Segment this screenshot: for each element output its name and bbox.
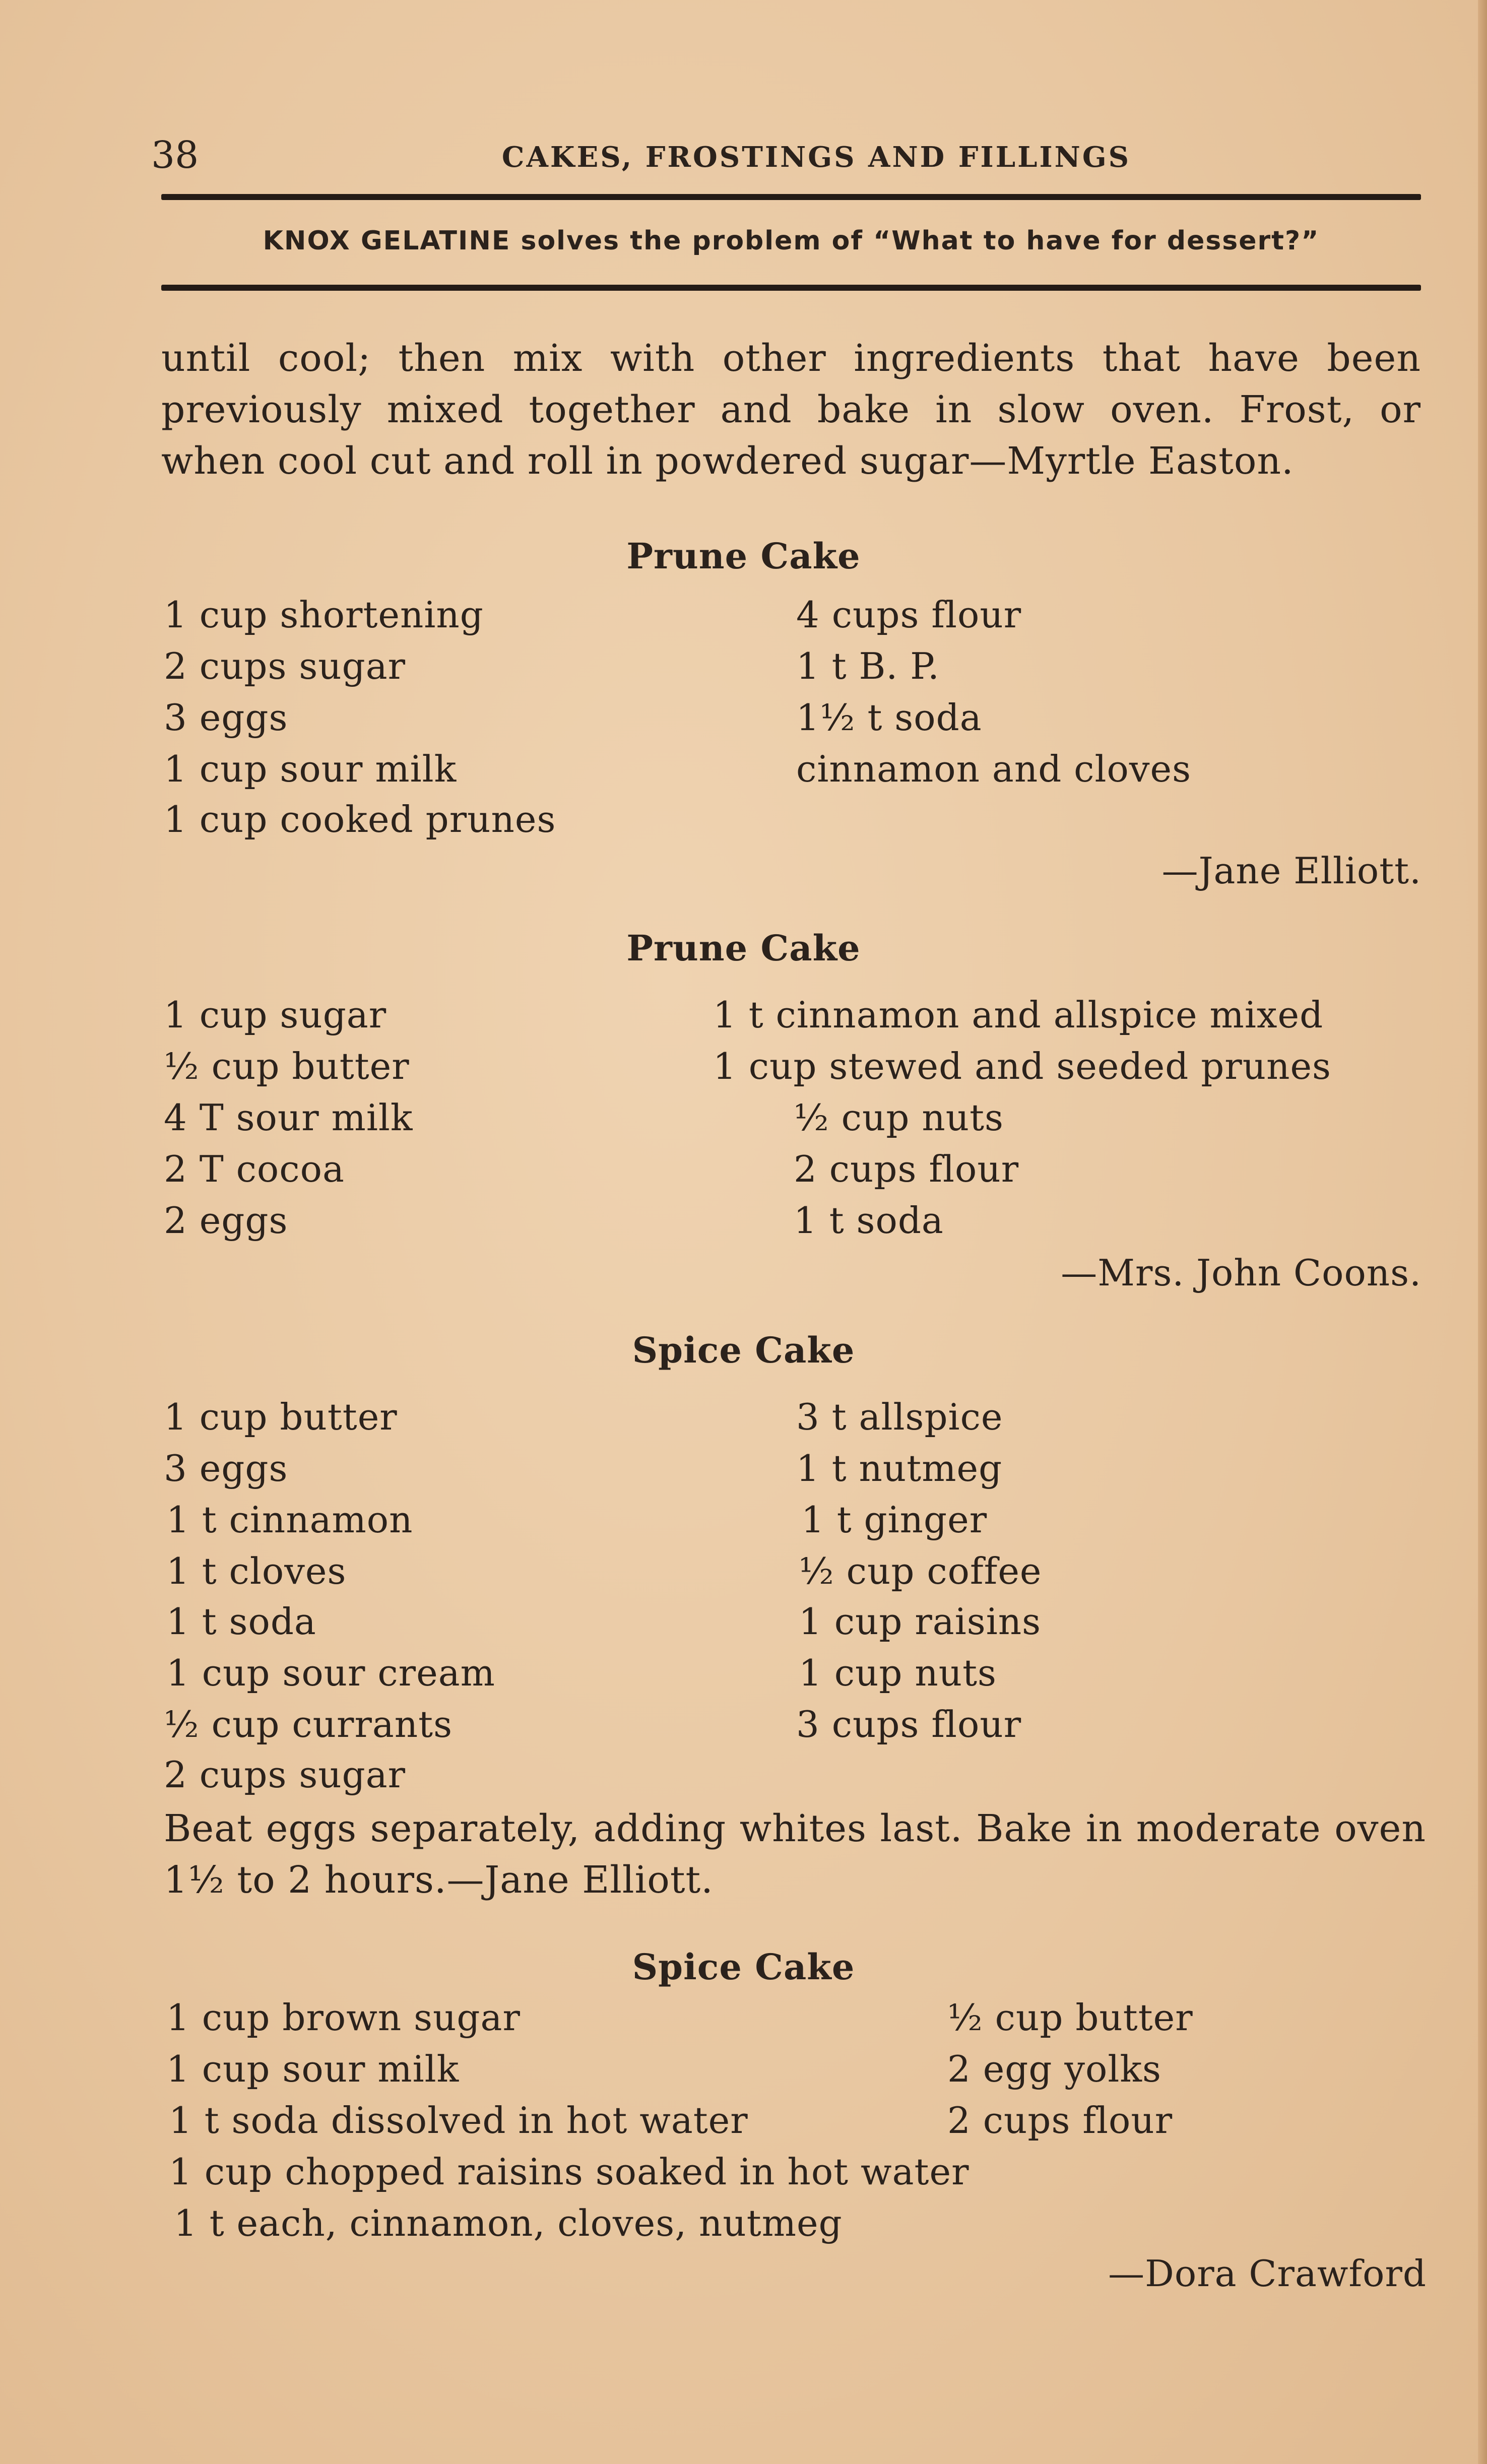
- recipe-note: Beat eggs separately, adding whites last. Bake in moderate oven 1½ to 2 hours.—Jane Elliott.: [164, 1807, 1426, 1902]
- running-head: CAKES, FROSTINGS AND FILLINGS: [501, 141, 1131, 174]
- ingredient: 1 t soda dissolved in hot water: [169, 2099, 748, 2142]
- recipe-title: Spice Cake: [632, 1946, 855, 1988]
- ingredient: 1 t soda: [166, 1600, 316, 1643]
- ingredient: 1 t each, cinnamon, cloves, nutmeg: [174, 2202, 843, 2244]
- ingredient: 1 cup sour cream: [166, 1652, 495, 1694]
- knox-tagline: KNOX GELATINE solves the problem of “What to have for dessert?”: [263, 226, 1320, 256]
- ingredient: 1 cup sour milk: [166, 2048, 460, 2090]
- ingredient: 1 cup sugar: [164, 994, 387, 1036]
- ingredient: 4 cups flour: [796, 594, 1022, 636]
- ingredient: 1 t B. P.: [796, 645, 940, 687]
- ingredient: 3 t allspice: [796, 1396, 1003, 1438]
- ingredient: 3 eggs: [164, 696, 288, 739]
- ingredient: ½ cup butter: [947, 1996, 1193, 2039]
- ingredient: 1½ t soda: [796, 696, 982, 739]
- ingredient: 1 cup shortening: [164, 594, 484, 636]
- ingredient: 2 eggs: [164, 1199, 288, 1242]
- page-edge: [1478, 0, 1487, 2464]
- ingredient: 1 t cloves: [166, 1550, 347, 1592]
- ingredient: 3 eggs: [164, 1447, 288, 1489]
- ingredient: ½ cup coffee: [799, 1550, 1042, 1592]
- ingredient: 1 cup brown sugar: [166, 1996, 521, 2039]
- ingredient: 4 T sour milk: [164, 1096, 413, 1139]
- recipe-credit: —Jane Elliott.: [1161, 850, 1421, 892]
- recipe-credit: —Mrs. John Coons.: [1061, 1252, 1421, 1294]
- recipe-credit: —Dora Crawford: [1108, 2252, 1427, 2295]
- recipe-title: Spice Cake: [632, 1329, 855, 1371]
- ingredient: 1 t ginger: [801, 1499, 988, 1541]
- ingredient: 2 cups sugar: [164, 1754, 406, 1796]
- ingredient: 1 t soda: [794, 1199, 944, 1242]
- ingredient: 1 cup raisins: [799, 1600, 1042, 1643]
- ingredient: 1 cup cooked prunes: [164, 798, 556, 840]
- ingredient: ½ cup currants: [164, 1703, 453, 1745]
- ingredient: 1 t cinnamon and allspice mixed: [713, 994, 1324, 1036]
- ingredient: cinnamon and cloves: [796, 748, 1192, 790]
- header-rule-bottom: [161, 285, 1421, 291]
- page-number: 38: [151, 134, 199, 177]
- ingredient: 2 cups flour: [794, 1148, 1019, 1190]
- ingredient: 1 t cinnamon: [166, 1499, 413, 1541]
- ingredient: 2 cups flour: [947, 2099, 1173, 2142]
- header-rule-top: [161, 194, 1421, 200]
- ingredient: 3 cups flour: [796, 1703, 1022, 1745]
- ingredient: 2 cups sugar: [164, 645, 406, 687]
- ingredient: 1 t nutmeg: [796, 1447, 1003, 1489]
- ingredient: 2 egg yolks: [947, 2048, 1161, 2090]
- ingredient: 1 cup chopped raisins soaked in hot water: [169, 2151, 969, 2193]
- ingredient: ½ cup nuts: [794, 1096, 1004, 1139]
- ingredient: 1 cup sour milk: [164, 748, 457, 790]
- ingredient: 1 cup nuts: [799, 1652, 997, 1694]
- page-header: [151, 134, 1421, 177]
- recipe-title: Prune Cake: [626, 927, 861, 969]
- ingredient: 1 cup stewed and seeded prunes: [713, 1045, 1331, 1087]
- ingredient: 2 T cocoa: [164, 1148, 345, 1190]
- recipe-title: Prune Cake: [626, 535, 861, 577]
- ingredient: 1 cup butter: [164, 1396, 398, 1438]
- intro-paragraph: until cool; then mix with other ingredients that have been previously mixed together and bake in slow oven. Frost, or when cool cut and roll in powdered sugar—Myrtle Easton.: [161, 337, 1421, 483]
- ingredient: ½ cup butter: [164, 1045, 410, 1087]
